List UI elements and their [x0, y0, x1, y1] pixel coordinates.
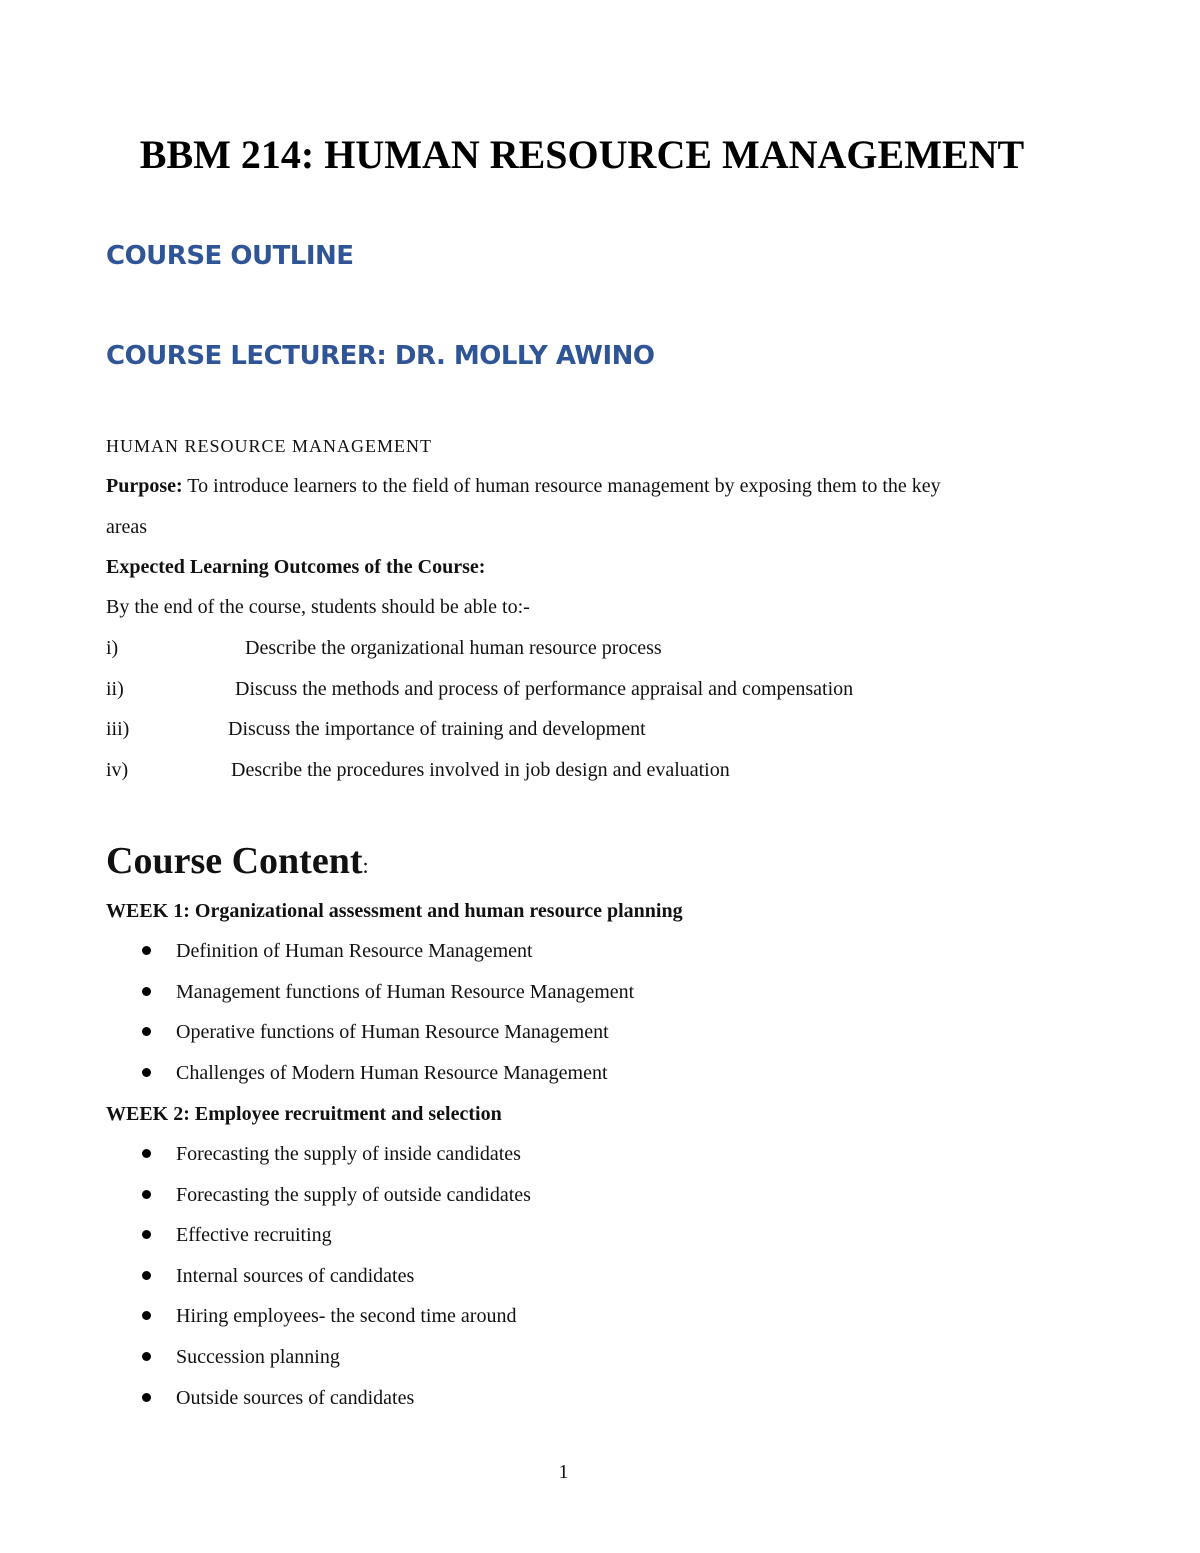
- course-content-heading: [106, 838, 369, 889]
- week-1-topics: [140, 938, 634, 1100]
- week-2-topics: [140, 1141, 531, 1425]
- week-2-heading: WEEK 2: Employee recruitment and selection: [106, 1103, 502, 1125]
- list-item-text: Definition of Human Resource Management: [176, 940, 533, 962]
- list-item: [140, 979, 634, 1020]
- course-lecturer-heading: COURSE LECTURER: DR. MOLLY AWINO: [106, 341, 655, 371]
- list-item: [140, 1263, 531, 1304]
- page-number: 1: [558, 1461, 569, 1483]
- purpose-text: To introduce learners to the field of human resource management by exposing them to the key: [182, 475, 941, 497]
- list-item: [140, 1060, 634, 1101]
- course-name: HUMAN RESOURCE MANAGEMENT: [106, 436, 433, 456]
- list-item-text: Outside sources of candidates: [176, 1386, 415, 1409]
- bullet-icon: [142, 1271, 151, 1280]
- bullet-icon: [142, 1352, 151, 1361]
- course-content-colon: :: [362, 853, 369, 878]
- bullet-icon: [142, 1311, 151, 1320]
- list-item-text: Forecasting the supply of outside candidates: [176, 1183, 531, 1206]
- outcome-number: i): [106, 637, 119, 659]
- list-item-text: Operative functions of Human Resource Management: [176, 1021, 609, 1044]
- bullet-icon: [142, 1393, 151, 1402]
- list-item-text: Management functions of Human Resource Management: [176, 980, 635, 1003]
- outcome-item: [106, 757, 730, 783]
- list-item: [140, 1303, 531, 1344]
- outcome-number: iii): [106, 718, 130, 740]
- bullet-icon: [142, 1230, 151, 1239]
- list-item-text: Forecasting the supply of inside candidates: [176, 1143, 521, 1165]
- outcome-text: Describe the organizational human resource process: [245, 637, 662, 659]
- outcome-item: [106, 716, 646, 742]
- purpose-text-continued: areas: [106, 516, 148, 538]
- outcome-text: Describe the procedures involved in job design and evaluation: [231, 759, 730, 781]
- list-item-text: Challenges of Modern Human Resource Management: [176, 1061, 608, 1084]
- list-item-text: Hiring employees- the second time around: [176, 1305, 517, 1328]
- outcome-text: Discuss the methods and process of performance appraisal and compensation: [235, 678, 854, 700]
- outcome-item: [106, 635, 662, 661]
- bullet-icon: [142, 1190, 151, 1199]
- list-item: [140, 1385, 531, 1426]
- list-item-text: Internal sources of candidates: [176, 1264, 415, 1287]
- list-item: [140, 1019, 634, 1060]
- list-item: [140, 1344, 531, 1385]
- bullet-icon: [142, 1149, 151, 1158]
- list-item-text: Succession planning: [176, 1345, 340, 1368]
- outcome-number: ii): [106, 678, 124, 700]
- list-item: [140, 1182, 531, 1223]
- bullet-icon: [142, 1027, 151, 1036]
- outcomes-intro: By the end of the course, students should be able to:-: [106, 596, 530, 618]
- outcome-text: Discuss the importance of training and development: [228, 718, 646, 740]
- course-outline-heading: COURSE OUTLINE: [106, 241, 354, 271]
- bullet-icon: [142, 1068, 151, 1077]
- outcome-number: iv): [106, 759, 129, 781]
- document-title: BBM 214: HUMAN RESOURCE MANAGEMENT: [139, 132, 1025, 177]
- outcome-item: [106, 676, 853, 702]
- bullet-icon: [142, 987, 151, 996]
- list-item: [140, 938, 634, 979]
- purpose-label: Purpose:: [106, 475, 183, 497]
- course-content-title: Course Content: [106, 840, 363, 882]
- bullet-icon: [142, 946, 151, 955]
- list-item: [140, 1141, 531, 1182]
- list-item-text: Effective recruiting: [176, 1224, 332, 1247]
- list-item: [140, 1222, 531, 1263]
- outcomes-heading: Expected Learning Outcomes of the Course:: [106, 556, 486, 578]
- week-1-heading: WEEK 1: Organizational assessment and human resource planning: [106, 900, 683, 922]
- purpose-paragraph: [106, 473, 941, 499]
